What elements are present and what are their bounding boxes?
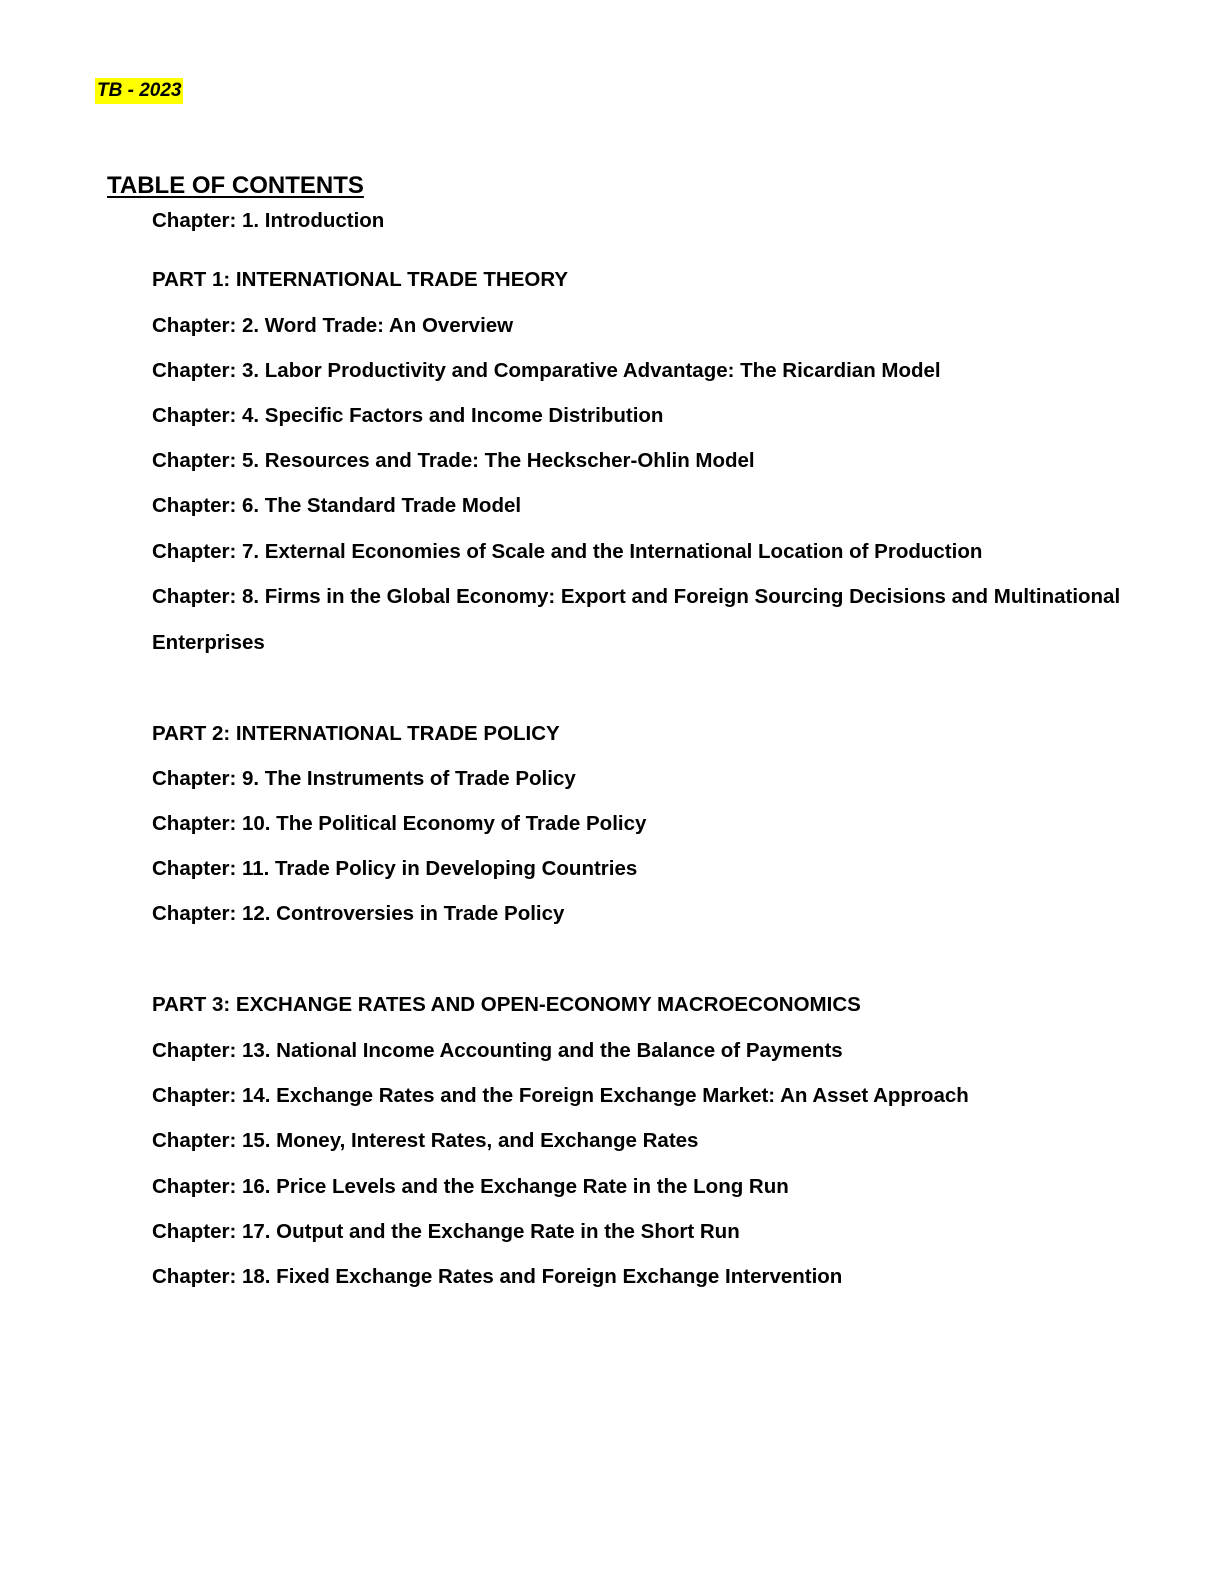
toc-entry-chapter-6: Chapter: 6. The Standard Trade Model — [152, 494, 522, 517]
toc-entry-chapter-10: Chapter: 10. The Political Economy of Trade Policy — [152, 812, 647, 835]
toc-entry-chapter-3: Chapter: 3. Labor Productivity and Comparative Advantage: The Ricardian Model — [152, 359, 941, 382]
toc-entry-chapter-17: Chapter: 17. Output and the Exchange Rate in the Short Run — [152, 1220, 740, 1243]
part-3-heading: PART 3: EXCHANGE RATES AND OPEN-ECONOMY MACROECONOMICS — [152, 993, 861, 1016]
toc-entry-chapter-11: Chapter: 11. Trade Policy in Developing Countries — [152, 857, 638, 880]
toc-entry-chapter-16: Chapter: 16. Price Levels and the Exchange Rate in the Long Run — [152, 1175, 789, 1198]
toc-entry-chapter-14: Chapter: 14. Exchange Rates and the Foreign Exchange Market: An Asset Approach — [152, 1084, 969, 1107]
toc-entry-chapter-18: Chapter: 18. Fixed Exchange Rates and Foreign Exchange Intervention — [152, 1265, 843, 1288]
toc-entry-chapter-1: Chapter: 1. Introduction — [152, 209, 385, 232]
toc-entry-chapter-4: Chapter: 4. Specific Factors and Income Distribution — [152, 404, 664, 427]
toc-entry-chapter-15: Chapter: 15. Money, Interest Rates, and Exchange Rates — [152, 1129, 699, 1152]
toc-entry-chapter-9: Chapter: 9. The Instruments of Trade Policy — [152, 767, 576, 790]
toc-entry-chapter-8-continued: Enterprises — [152, 631, 265, 654]
toc-entry-chapter-12: Chapter: 12. Controversies in Trade Policy — [152, 902, 565, 925]
part-2-heading: PART 2: INTERNATIONAL TRADE POLICY — [152, 722, 560, 745]
toc-entry-chapter-13: Chapter: 13. National Income Accounting and the Balance of Payments — [152, 1039, 843, 1062]
toc-entry-chapter-7: Chapter: 7. External Economies of Scale and the International Location of Production — [152, 540, 983, 563]
part-1-heading: PART 1: INTERNATIONAL TRADE THEORY — [152, 268, 569, 291]
toc-entry-chapter-2: Chapter: 2. Word Trade: An Overview — [152, 314, 514, 337]
toc-entry-chapter-5: Chapter: 5. Resources and Trade: The Heckscher-Ohlin Model — [152, 449, 755, 472]
toc-title: TABLE OF CONTENTS — [107, 172, 364, 199]
document-tag: TB - 2023 — [95, 78, 183, 104]
toc-entry-chapter-8: Chapter: 8. Firms in the Global Economy: Export and Foreign Sourcing Decisions and Multinational — [152, 585, 1121, 608]
